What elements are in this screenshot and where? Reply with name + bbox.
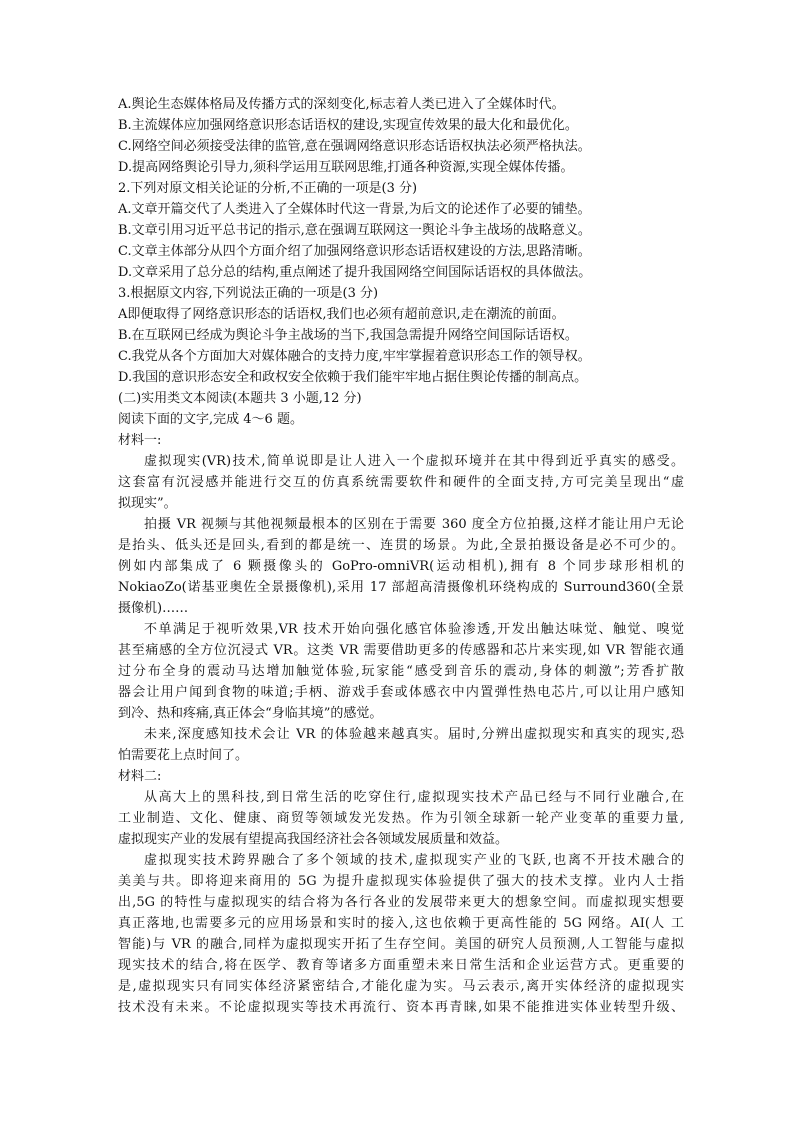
paragraph-line: 从高大上的黑科技,到日常生活的吃穿住行,虚拟现实技术产品已经与不同行业融合,在 <box>144 790 684 805</box>
paragraph-line: 不单满足于视听效果,VR 技术开始向强化感官体验渗透,开发出触达味觉、触觉、嗅觉 <box>144 622 684 637</box>
answer-option: B.在互联网已经成为舆论斗争主战场的当下,我国急需提升网络空间国际话语权。 <box>118 328 578 343</box>
paragraph-line: 智能)与 VR 的融合,同样为虚拟现实开拓了生存空间。美国的研究人员预测,人工智能与虚拟 <box>118 937 684 952</box>
paragraph-line: NokiaoZo(诺基亚奥佐全景摄像机),采用 17 部超高清摄像机环绕构成的 Surround360(全景 <box>118 580 684 595</box>
question-2-options <box>118 199 684 283</box>
paragraph-line: 技术没有未来。不论虚拟现实等技术再流行、资本再青睐,如果不能推进实体业转型升级、 <box>118 1000 684 1015</box>
material-2-body <box>118 787 684 1018</box>
paragraph-line: 到冷、热和疼痛,真正体会“身临其境”的感觉。 <box>118 706 383 721</box>
answer-option: C.文章主体部分从四个方面介绍了加强网络意识形态话语权建设的方法,思路清晰。 <box>118 244 591 259</box>
paragraph-line: 拟现实”。 <box>118 496 177 511</box>
answer-option: C.网络空间必须接受法律的监管,意在强调网络意识形态话语权执法必须严格执法。 <box>118 139 591 154</box>
question-3-stem: 3.根据原文内容,下列说法正确的一项是(3 分) <box>118 286 379 301</box>
answer-option: B.文章引用习近平总书记的指示,意在强调互联网这一舆论斗争主战场的战略意义。 <box>118 223 591 238</box>
paragraph-line: 摄像机)…… <box>118 601 189 616</box>
material-1-label: 材料一: <box>118 433 162 448</box>
paragraph-line: 虚拟现实产业的发展有望提高我国经济社会各领域发展质量和效益。 <box>118 832 509 847</box>
answer-option: A.文章开篇交代了人类进入了全媒体时代这一背景,为后文的论述作了必要的铺垫。 <box>118 202 591 217</box>
question-1-options <box>118 94 684 178</box>
question-2-stem: 2.下列对原文相关论证的分析,不正确的一项是(3 分) <box>118 181 418 196</box>
answer-option: C.我党从各个方面加大对媒体融合的支持力度,牢牢掌握着意识形态工作的领导权。 <box>118 349 591 364</box>
paragraph-line: 拍摄 VR 视频与其他视频最根本的区别在于需要 360 度全方位拍摄,这样才能让用户无论 <box>144 517 684 532</box>
paragraph-line: 过分布全身的震动马达增加触觉体验,玩家能“感受到音乐的震动,身体的刺激”;芳香扩散 <box>118 664 684 679</box>
paragraph-line: 出,5G 的特性与虚拟现实的结合将为各行各业的发展带来更大的想象空间。而虚拟现实想要 <box>118 895 684 910</box>
material-1-body <box>118 451 684 766</box>
question-3-options <box>118 304 684 388</box>
answer-option: A即便取得了网络意识形态的话语权,我们也必须有超前意识,走在潮流的前面。 <box>118 307 565 322</box>
answer-option: D.提高网络舆论引导力,须科学运用互联网思维,打通各种资源,实现全媒体传播。 <box>118 160 574 175</box>
paragraph-line: 真正落地,也需要多元的应用场景和实时的接入,这也依赖于更高性能的 5G 网络。AI(人 工 <box>118 916 684 931</box>
paragraph-line: 未来,深度感知技术会让 VR 的体验越来越真实。届时,分辨出虚拟现实和真实的现实,恐 <box>144 727 684 742</box>
paragraph-line: 甚至痛感的全方位沉浸式 VR。这类 VR 需要借助更多的传感器和芯片来实现,如 VR 智能衣通 <box>118 643 684 658</box>
paragraph-line: 虚拟现实技术跨界融合了多个领域的技术,虚拟现实产业的飞跃,也离不开技术融合的 <box>144 853 684 868</box>
paragraph-line: 例如内部集成了 6 颗摄像头的 GoPro-omniVR(运动相机),拥有 8 个同步球形相机的 <box>118 559 684 574</box>
material-2-label: 材料二: <box>118 769 162 784</box>
paragraph-line: 器会让用户闻到食物的味道;手柄、游戏手套或体感衣中内置弹性热电芯片,可以让用户感知 <box>118 685 684 700</box>
answer-option: D.文章采用了总分总的结构,重点阐述了提升我国网络空间国际话语权的具体做法。 <box>118 265 592 280</box>
paragraph-line: 美美与共。即将迎来商用的 5G 为提升虚拟现实体验提供了强大的技术支撑。业内人士指 <box>118 874 684 889</box>
answer-option: A.舆论生态媒体格局及传播方式的深刻变化,标志着人类已进入了全媒体时代。 <box>118 97 565 112</box>
paragraph-line: 怕需要花上点时间了。 <box>118 748 249 763</box>
answer-option: B.主流媒体应加强网络意识形态话语权的建设,实现宣传效果的最大化和最优化。 <box>118 118 578 133</box>
section-2-heading: (二)实用类文本阅读(本题共 3 小题,12 分) <box>118 391 362 406</box>
paragraph-line: 是抬头、低头还是回头,看到的都是统一、连贯的场景。为此,全景拍摄设备是必不可少的。 <box>118 538 684 553</box>
paragraph-line: 现实技术的结合,将在医学、教育等诸多方面重塑未来日常生活和企业运营方式。更重要的 <box>118 958 684 973</box>
paragraph-line: 这套富有沉浸感并能进行交互的仿真系统需要软件和硬件的全面支持,方可完美呈现出“虚 <box>118 475 684 490</box>
section-2-intro: 阅读下面的文字,完成 4～6 题。 <box>118 412 303 427</box>
paragraph-line: 是,虚拟现实只有同实体经济紧密结合,才能化虚为实。马云表示,离开实体经济的虚拟现实 <box>118 979 684 994</box>
paragraph-line: 虚拟现实(VR)技术,简单说即是让人进入一个虚拟环境并在其中得到近乎真实的感受。 <box>144 454 684 469</box>
paragraph-line: 工业制造、文化、健康、商贸等领域发光发热。作为引领全球新一轮产业变革的重要力量, <box>118 811 684 826</box>
answer-option: D.我国的意识形态安全和政权安全依赖于我们能牢牢地占据住舆论传播的制高点。 <box>118 370 588 385</box>
